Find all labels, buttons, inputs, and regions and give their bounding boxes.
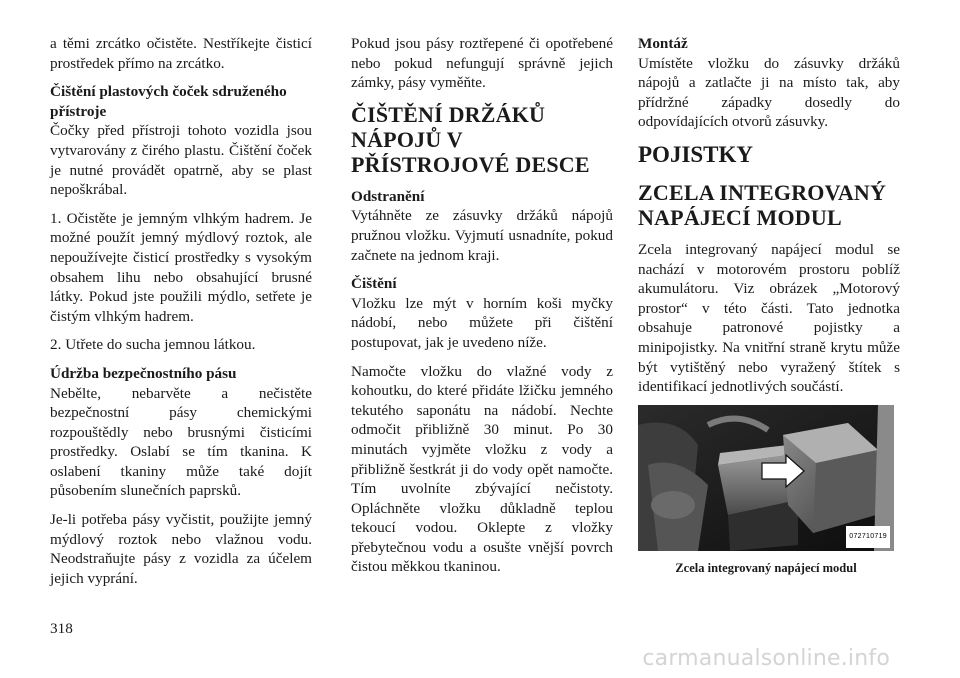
- section-heading-cupholder-cleaning: ČIŠTĚNÍ DRŽÁKŮ NÁPOJŮ V PŘÍSTROJOVÉ DESCE: [351, 101, 590, 177]
- paragraph: Vytáhněte ze zásuvky držáků nápojů pružnou vložku. Vyjmutí usnadníte, pokud začnete na jednom kraji.: [351, 207, 613, 264]
- page-number: 318: [50, 620, 73, 637]
- subheading-lens-cleaning: Čištění plastových čoček sdruženého přístroje: [50, 83, 287, 120]
- paragraph: a těmi zrcátko očistěte. Nestříkejte čisticí prostředek přímo na zrcátko.: [50, 35, 312, 72]
- paragraph: Namočte vložku do vlažné vody z kohoutku, do které přidáte lžičku jemného tekutého saponátu na nádobí. Nechte odmočit přibližně 30 minut. Po 30 minutách vyjměte vložku z vody a přibližně šestkrát ji do vody opět namočte. Tím uvolníte zbývající nečistoty. Opláchněte vložku důkladně teplou tekoucí vodou. Oklepte z vložky přebytečnou vodu a osušte vnější povrch čistou měkkou tkaninou.: [351, 362, 613, 576]
- paragraph: Pokud jsou pásy roztřepené či opotřebené nebo pokud nefungují správně jejich zámky, pásy vyměňte.: [351, 35, 613, 92]
- figure-code: 0727107​19: [846, 526, 890, 548]
- paragraph: Zcela integrovaný napájecí modul se nachází v motorovém prostoru poblíž akumulátoru. Viz obrázek „Motorový prostor“ v této části. Tato jednotka obsahuje patronové pojistky a minipojistky. Na vnitřní straně krytu může být vytištěný nebo vyražený štítek s identifikací jednotlivých součástí.: [638, 240, 900, 396]
- paragraph: Nebělte, nebarvěte a nečistěte bezpečnostní pásy chemickými rozpouštědly nebo brusnými čisticími prostředky. Oslabí se tím tkanina. K oslabení tkaniny může také dojít působením slunečních paprsků.: [50, 384, 312, 500]
- paragraph: Umístěte vložku do zásuvky držáků nápojů a zatlačte ji na místo tak, aby přídržné západky dosedly do odpovídajících otvorů zásuvky.: [638, 54, 900, 131]
- column-1: [50, 34, 312, 597]
- engine-compartment-photo: [638, 405, 894, 551]
- column-3: [638, 34, 900, 578]
- subheading-cleaning: Čištění: [351, 275, 397, 293]
- paragraph: Vložku lze mýt v horním koši myčky nádobí, nebo můžete při čištění postupovat, jak je uvedeno níže.: [351, 294, 613, 351]
- step-1: 1. Očistěte je jemným vlhkým hadrem. Je možné použít jemný mýdlový roztok, ale nepoužívejte čisticí prostředky s vysokým obsahem lihu nebo obsahující brusné látky. Pokud jste použili mýdlo, setřete je čistým vlhkým hadrem.: [50, 209, 312, 325]
- subheading-seatbelt-care: Údržba bezpečnostního pásu: [50, 364, 237, 382]
- section-heading-fuses: POJISTKY: [638, 141, 754, 167]
- subheading-installation: Montáž: [638, 35, 688, 52]
- subheading-removal: Odstranění: [351, 187, 425, 205]
- paragraph: Čočky před přístroji tohoto vozidla jsou vytvarovány z čirého plastu. Čištění čoček je nutné provádět opatrně, aby se plast nepoškrábal.: [50, 122, 312, 199]
- watermark: carmanualsonline.info: [642, 646, 890, 671]
- column-2: [351, 34, 613, 586]
- paragraph: Je-li potřeba pásy vyčistit, použijte jemný mýdlový roztok nebo vlažnou vodu. Neodstraňujte pásy z vozidla za účelem jejich vyprání.: [50, 511, 312, 587]
- step-2: 2. Utřete do sucha jemnou látkou.: [50, 336, 256, 354]
- section-heading-power-module: ZCELA INTEGROVANÝ NAPÁJECÍ MODUL: [638, 179, 887, 230]
- figure-caption: Zcela integrovaný napájecí modul: [675, 560, 857, 575]
